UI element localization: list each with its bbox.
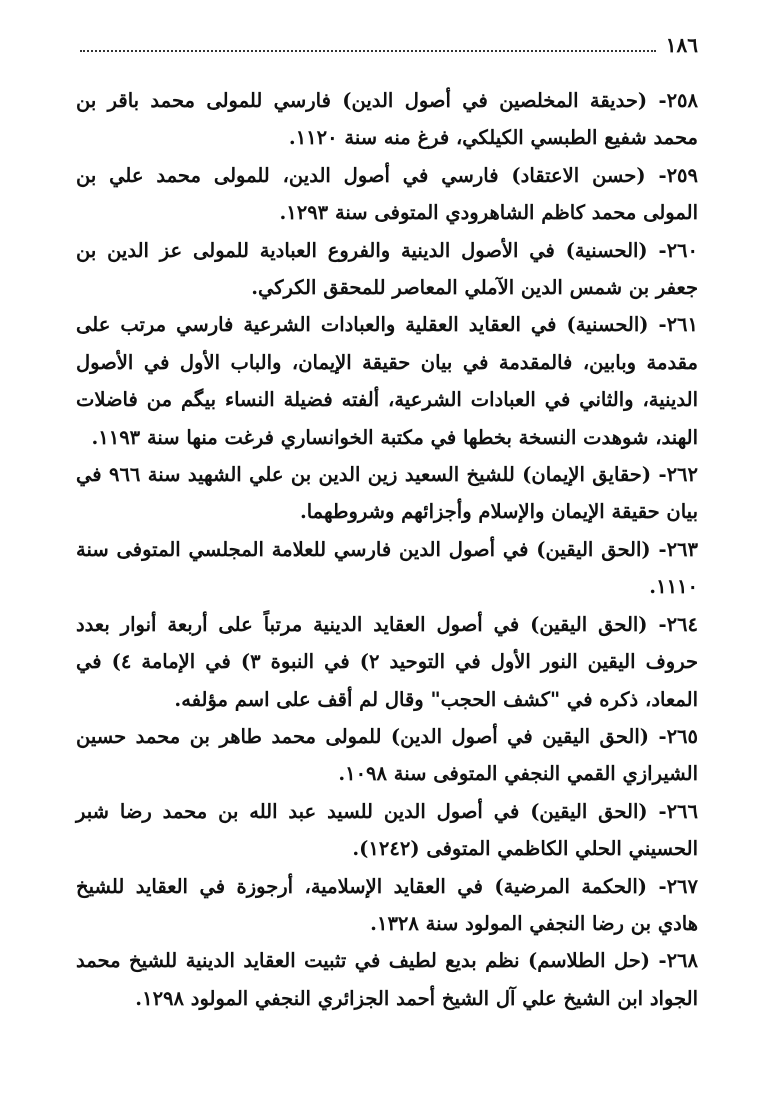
entry-265: ٢٦٥- (الحق اليقين في أصول الدين) للمولى محمد طاهر بن محمد حسين الشيرازي القمي النجفي المتوفى سنة ١٠٩٨. [76,724,698,786]
entry-260: ٢٦٠- (الحسنية) في الأصول الدينية والفروع العبادية للمولى عز الدين بن جعفر بن شمس الدين الآملي المعاصر للمحقق الكركي. [76,238,698,300]
dotted-header-rule [80,50,656,52]
entry-258: ٢٥٨- (حديقة المخلصين في أصول الدين) فارسي للمولى محمد باقر بن محمد شفيع الطبسي الكيلكي، فرغ منه سنة ١١٢٠. [76,89,698,150]
entries-list [76,82,698,1017]
entry-259: ٢٥٩- (حسن الاعتقاد) فارسي في أصول الدين، للمولى محمد علي بن المولى محمد كاظم الشاهرودي المتوفى سنة ١٢٩٣. [76,163,698,225]
page-number: ١٨٦ [665,33,698,57]
entry-266: ٢٦٦- (الحق اليقين) في أصول الدين للسيد عبد الله بن محمد رضا شبر الحسيني الحلي الكاظمي المتوفى (١٢٤٢). [76,799,698,861]
entry-262: ٢٦٢- (حقايق الإيمان) للشيخ السعيد زين الدين بن علي الشهيد سنة ٩٦٦ في بيان حقيقة الإيمان والإسلام وأجزائهم وشروطهما. [76,463,698,524]
entry-268: ٢٦٨- (حل الطلاسم) نظم بديع لطيف في تثبيت العقايد الدينية للشيخ محمد الجواد ابن الشيخ علي آل الشيخ أحمد الجزائري النجفي المولود ١٢٩٨. [76,949,698,1010]
entry-261: ٢٦١- (الحسنية) في العقايد العقلية والعبادات الشرعية فارسي مرتب على مقدمة وبابين، فالمقدمة في بيان حقيقة الإيمان، والباب الأول في الأصول الدينية، والثاني في العبادات الشرعية، ألفته فضيلة النساء بيگم من فاضلات الهند، شوهدت النسخة بخطها في مكتبة الخوانساري فرغت منها سنة ١١٩٣. [76,313,698,449]
page-header [80,30,698,56]
entry-264: ٢٦٤- (الحق اليقين) في أصول العقايد الدينية مرتباً على أربعة أنوار بعدد حروف اليقين النور الأول في التوحيد ٢) في النبوة ٣) في الإمامة ٤) في المعاد، ذكره في "كشف الحجب" وقال لم أقف على اسم مؤلفه. [76,612,699,711]
entry-263: ٢٦٣- (الحق اليقين) في أصول الدين فارسي للعلامة المجلسي المتوفى سنة ١١١٠. [76,537,698,599]
entry-267: ٢٦٧- (الحكمة المرضية) في العقايد الإسلامية، أرجوزة في العقايد للشيخ هادي بن رضا النجفي المولود سنة ١٣٢٨. [76,874,698,935]
